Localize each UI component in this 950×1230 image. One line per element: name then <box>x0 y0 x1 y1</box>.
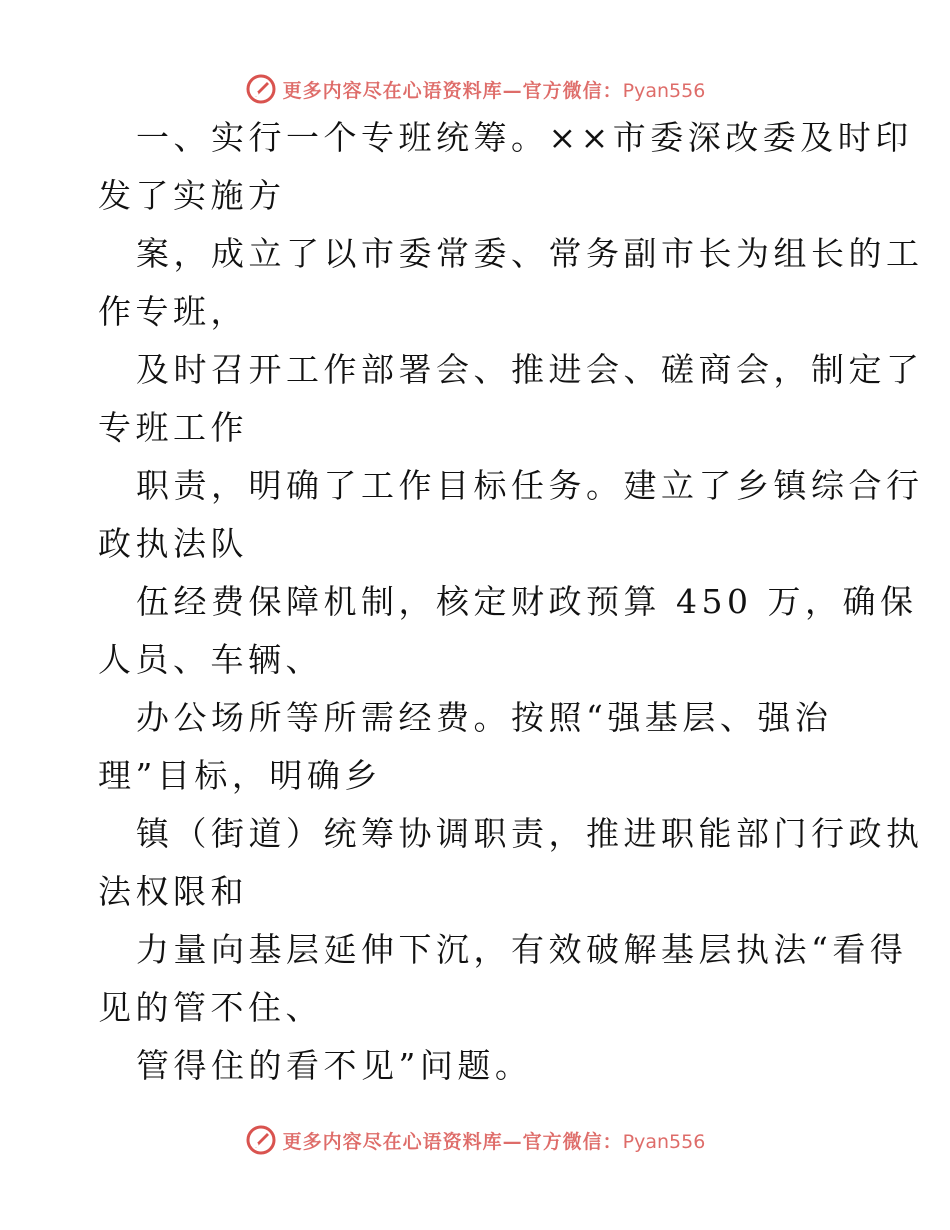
text-line: 人员、车辆、 <box>98 640 323 679</box>
logo-seal-icon <box>245 1124 277 1156</box>
text-line: 职责，明确了工作目标任务。建立了乡镇综合行 <box>136 466 924 505</box>
text-line: 一、实行一个专班统筹。××市委深改委及时印 <box>136 118 913 157</box>
text-line: 政执法队 <box>98 524 248 563</box>
text-line: 发了实施方 <box>98 176 286 215</box>
text-line: 案，成立了以市委常委、常务副市长为组长的工 <box>136 234 924 273</box>
text-line: 理”目标，明确乡 <box>98 756 382 795</box>
text-line: 力量向基层延伸下沉，有效破解基层执法“看得 <box>136 930 908 969</box>
text-line: 专班工作 <box>98 408 248 447</box>
watermark-text: 更多内容尽在心语资料库—官方微信：Pyan556 <box>282 79 706 102</box>
text-line: 办公场所等所需经费。按照“强基层、强治 <box>136 698 833 737</box>
text-line: 镇（街道）统筹协调职责，推进职能部门行政执 <box>136 814 924 853</box>
text-line: 见的管不住、 <box>98 988 323 1027</box>
text-line: 管得住的看不见”问题。 <box>136 1046 533 1085</box>
text-line: 作专班， <box>98 292 248 331</box>
footer-watermark <box>0 1123 950 1157</box>
header-watermark <box>0 72 950 106</box>
watermark-text: 更多内容尽在心语资料库—官方微信：Pyan556 <box>282 1130 706 1153</box>
text-line: 法权限和 <box>98 872 248 911</box>
text-line: 伍经费保障机制，核定财政预算 450 万，确保 <box>136 582 918 621</box>
logo-seal-icon <box>245 73 277 105</box>
text-line: 及时召开工作部署会、推进会、磋商会，制定了 <box>136 350 924 389</box>
